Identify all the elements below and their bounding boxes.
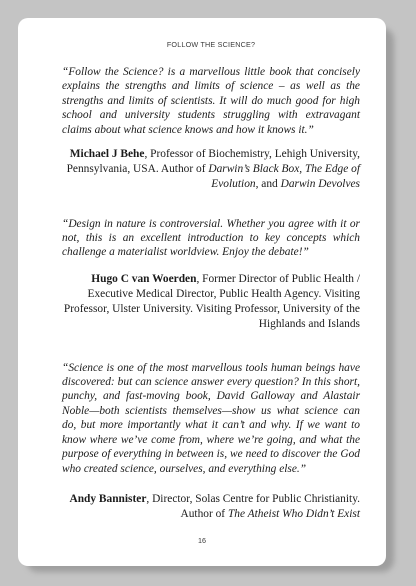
book-page xyxy=(18,18,386,566)
endorsement-van-woerden xyxy=(62,217,360,333)
endorser-name: Andy Bannister xyxy=(69,492,147,505)
endorsement-quote: “Follow the Science? is a marvellous little book that concisely explains the strengths and limits of science – as well as the strengths and limits of scientists. It will do much good for high school and university students struggling with extravagant claims about what science knows and how it knows it.” xyxy=(62,66,360,136)
endorser-book-title: Darwin Devolves xyxy=(280,178,360,191)
endorser-joiner: , and xyxy=(255,178,281,191)
endorser-name: Michael J Behe xyxy=(69,148,145,161)
page-number: 16 xyxy=(198,536,206,545)
endorser-name: Hugo C van Woerden xyxy=(91,272,197,285)
endorsement-quote: “Science is one of the most marvellous tools human beings have discovered: but can science answer every question? In this short, punchy, and fast-moving book, David Galloway and Alastair Noble—both scientists themselves—show us what science can do, but more importantly what it can’t and why. If we want to know where we’ve come from, where we’re going, and what the purpose of everything in between is, we need to discover the God who created science, ourselves, and everything else.” xyxy=(62,361,360,475)
endorsement-attribution xyxy=(62,147,360,193)
endorsement-attribution xyxy=(62,492,360,522)
endorser-book-titles: Darwin’s Black Box, The Edge of Evolution xyxy=(208,163,360,191)
endorsement-attribution xyxy=(62,272,360,333)
endorsement-bannister xyxy=(62,361,360,523)
endorser-role: , Former Director of Public Health / Executive Medical Director, Public Health Agency. Visiting Professor, Ulster University. Visiting Professor, University of the Highlands and Islands xyxy=(63,272,360,331)
endorsement-behe xyxy=(62,65,360,193)
endorser-role: , Professor of Biochemistry, Lehigh University, Pennsylvania, USA. Author of xyxy=(66,148,360,176)
endorser-role: , Director, Solas Centre for Public Christianity. Author of xyxy=(146,492,360,521)
endorsement-quote: “Design in nature is controversial. Whether you agree with it or not, this is an excellent introduction to key concepts which challenge a materialist worldview. Enjoy the debate!” xyxy=(62,217,360,259)
running-head: FOLLOW THE SCIENCE? xyxy=(166,40,256,49)
endorser-book-title: The Atheist Who Didn’t Exist xyxy=(227,508,360,521)
